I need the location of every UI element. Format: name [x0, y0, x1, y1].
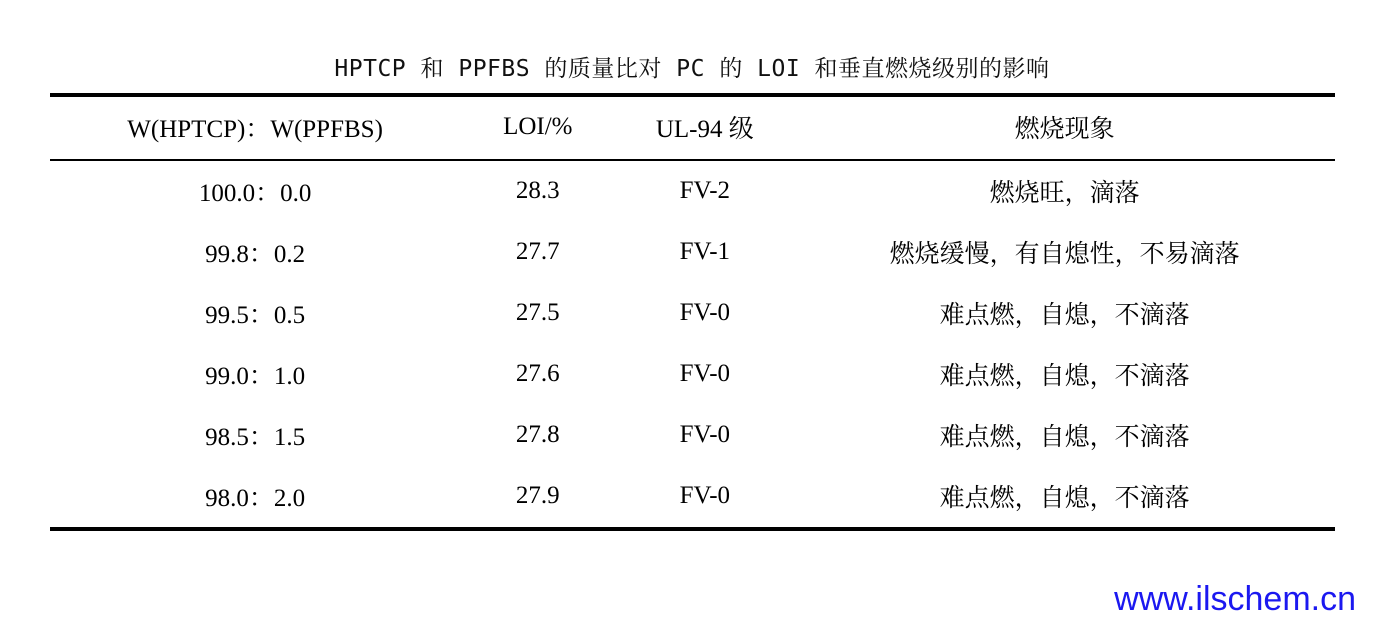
column-header-loi: LOI/% — [503, 113, 573, 140]
table-container — [50, 93, 1335, 531]
cell-ul94: FV-0 — [679, 421, 731, 448]
table-body — [50, 160, 1335, 529]
column-header-burning-phenomenon: 燃烧现象 — [1014, 114, 1115, 143]
table-row — [50, 344, 1335, 405]
cell-mass-ratio: 99.0：1.0 — [205, 363, 306, 390]
cell-ul94: FV-0 — [679, 482, 731, 509]
table-header-row — [50, 95, 1335, 160]
cell-mass-ratio: 99.5：0.5 — [205, 302, 306, 329]
table-row — [50, 405, 1335, 466]
cell-burning-phenomenon: 难点燃，自熄，不滴落 — [939, 422, 1190, 451]
cell-loi: 27.5 — [515, 299, 560, 326]
cell-loi: 28.3 — [515, 177, 560, 204]
cell-ul94: FV-1 — [679, 238, 731, 265]
cell-ul94: FV-0 — [679, 299, 731, 326]
cell-loi: 27.8 — [515, 421, 560, 448]
table-caption: HPTCP 和 PPFBS 的质量比对 PC 的 LOI 和垂直燃烧级别的影响 — [334, 56, 1050, 82]
table-row — [50, 283, 1335, 344]
cell-loi: 27.7 — [515, 238, 560, 265]
cell-burning-phenomenon: 难点燃，自熄，不滴落 — [939, 361, 1190, 390]
column-header-mass-ratio: W(HPTCP)：W(PPFBS) — [127, 116, 383, 143]
results-table — [50, 93, 1335, 531]
watermark-url: www.ilschem.cn — [1114, 580, 1356, 618]
table-row — [50, 466, 1335, 529]
cell-burning-phenomenon: 燃烧旺，滴落 — [989, 178, 1140, 207]
cell-ul94: FV-0 — [679, 360, 731, 387]
table-row — [50, 160, 1335, 222]
cell-burning-phenomenon: 燃烧缓慢，有自熄性，不易滴落 — [889, 239, 1240, 268]
cell-mass-ratio: 100.0：0.0 — [198, 180, 312, 207]
cell-mass-ratio: 98.5：1.5 — [205, 424, 306, 451]
cell-loi: 27.9 — [515, 482, 560, 509]
column-header-ul94: UL-94 级 — [655, 116, 754, 143]
cell-mass-ratio: 99.8：0.2 — [205, 241, 306, 268]
cell-burning-phenomenon: 难点燃，自熄，不滴落 — [939, 483, 1190, 512]
cell-mass-ratio: 98.0：2.0 — [205, 485, 306, 512]
cell-loi: 27.6 — [515, 360, 560, 387]
cell-ul94: FV-2 — [679, 177, 731, 204]
cell-burning-phenomenon: 难点燃，自熄，不滴落 — [939, 300, 1190, 329]
table-row — [50, 222, 1335, 283]
table-header — [50, 95, 1335, 160]
